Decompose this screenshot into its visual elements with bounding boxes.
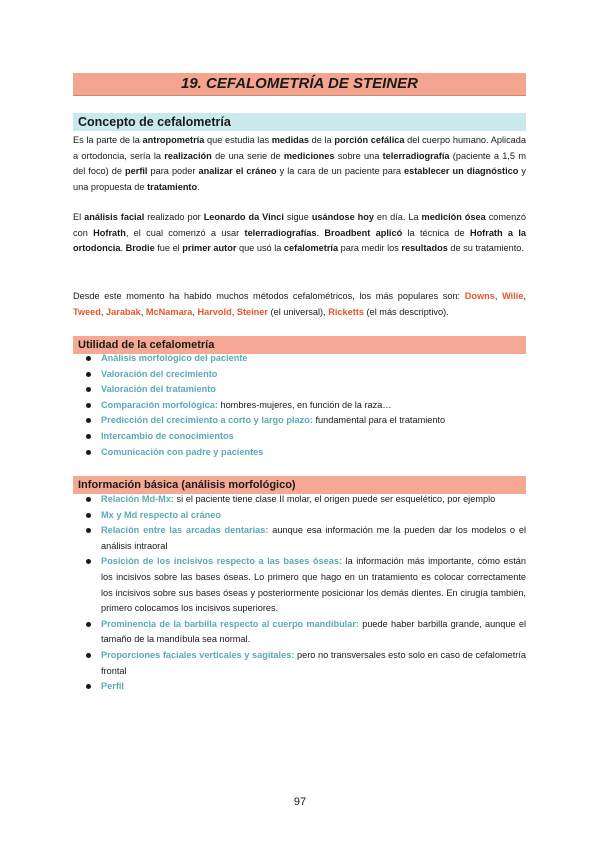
- text-run: aunque esa información me la pueden dar los modelos o el análisis intraoral: [101, 525, 526, 551]
- text-run: la información más importante, cómo están los incisivos sobre las bases óseas. Lo primero que hago en un tratamiento es colocar correctamente los incisivos sobre sus bases óseas y posteriormente posicionar los demás dientes. En cirugía también, primero colocamos los incisivos superiores.: [101, 556, 526, 614]
- text-run: del cuerpo humano. Aplicada a ortodoncia, sería la: [73, 135, 526, 161]
- text-run: realizado por: [144, 212, 204, 222]
- bold-term: antropometría: [142, 135, 205, 145]
- item-term: Proporciones faciales verticales y sagitales:: [101, 649, 295, 660]
- bold-term: Broadbent aplicó: [324, 227, 403, 238]
- paragraph-history: [73, 210, 526, 257]
- author-name: Downs: [464, 291, 495, 301]
- text-run: Desde este momento ha habido muchos métodos cefalométricos, los más populares son:: [73, 291, 465, 301]
- bold-term: realización: [164, 150, 212, 161]
- bold-term: análisis facial: [84, 212, 145, 222]
- item-term: Prominencia de la barbilla respecto al cuerpo mandibular:: [101, 618, 359, 629]
- text-run: que usó la: [236, 243, 284, 254]
- list-item: [73, 429, 526, 445]
- bold-term: Brodie: [125, 243, 155, 254]
- list-item: [73, 523, 526, 554]
- text-run: puede haber barbilla grande, aunque el tamaño de la mandíbula sea normal.: [101, 618, 526, 645]
- paragraph-methods: [73, 289, 526, 320]
- list-item: [73, 679, 526, 695]
- text-run: comenzó con: [73, 212, 526, 238]
- text-run: El: [73, 212, 85, 222]
- text-run: hombres-mujeres, en función de la raza…: [217, 399, 392, 410]
- section-heading-utilidad: Utilidad de la cefalometría: [73, 336, 526, 354]
- text-run: ,: [192, 306, 198, 317]
- bold-term: telerradiografía: [382, 150, 450, 161]
- list-item: [73, 413, 526, 429]
- list-item: [73, 554, 526, 616]
- bold-term: Leonardo da Vinci: [203, 212, 284, 222]
- bold-term: resultados: [401, 243, 448, 254]
- author-name: Tweed: [73, 306, 101, 317]
- page-title: 19. CEFALOMETRÍA DE STEINER: [73, 73, 526, 96]
- bold-term: analizar el cráneo: [198, 166, 277, 177]
- author-name: Harvold: [197, 306, 232, 317]
- list-item: [73, 445, 526, 461]
- text-run: fue el: [154, 243, 183, 254]
- text-run: si el paciente tiene clase II molar, el origen puede ser esquelético, por ejemplo: [174, 494, 496, 504]
- bold-term: Hofrath a la ortodoncia: [73, 227, 526, 254]
- text-run: que estudia las: [204, 135, 272, 145]
- item-term: Predicción del crecimiento a corto y largo plazo:: [101, 415, 313, 426]
- text-run: .: [120, 243, 126, 254]
- text-run: ,: [100, 306, 107, 317]
- text-run: sobre una: [334, 150, 383, 161]
- bold-term: perfil: [125, 166, 148, 177]
- text-run: ,: [494, 291, 503, 301]
- item-term: Valoración del tratamiento: [101, 384, 216, 395]
- text-run: para poder: [147, 166, 199, 177]
- text-run: y una propuesta de: [73, 166, 526, 192]
- item-term: Análisis morfológico del paciente: [101, 353, 248, 363]
- bold-term: usándose hoy: [311, 212, 374, 222]
- text-run: de su tratamiento.: [447, 243, 524, 254]
- text-run: de una serie de: [211, 150, 284, 161]
- list-item: [73, 382, 526, 398]
- text-run: para medir los: [338, 243, 402, 254]
- item-term: Comparación morfológica:: [101, 399, 218, 410]
- text-run: ,: [231, 306, 237, 317]
- text-run: sigue: [283, 212, 312, 222]
- text-run: (el más descriptivo).: [363, 306, 449, 317]
- list-item: [73, 367, 526, 383]
- author-name: McNamara: [145, 306, 193, 317]
- page-number: 97: [293, 796, 307, 808]
- bold-term: establecer un diagnóstico: [404, 166, 519, 177]
- bold-term: primer autor: [182, 243, 237, 254]
- list-item: [73, 351, 526, 367]
- bold-term: medidas: [271, 135, 309, 145]
- text-run: Es la parte de la: [73, 135, 143, 145]
- text-run: y la cara de un paciente para: [276, 166, 405, 177]
- list-item: [73, 648, 526, 679]
- item-term: Posición de los incisivos respecto a las bases óseas:: [101, 556, 343, 567]
- item-term: Mx y Md respecto al cráneo: [101, 509, 221, 520]
- bold-term: mediciones: [283, 150, 335, 161]
- bold-term: tratamiento: [147, 181, 198, 192]
- item-term: Valoración del crecimiento: [101, 368, 218, 379]
- paragraph-definition: [73, 133, 526, 195]
- text-run: (el universal),: [267, 306, 329, 317]
- text-run: en día. La: [373, 212, 422, 222]
- text-run: , el cual comenzó a usar: [125, 227, 245, 238]
- item-term: Relación Md-Mx:: [101, 494, 174, 504]
- text-run: .: [316, 227, 325, 238]
- bold-term: Hofrath: [93, 227, 126, 238]
- list-item: [73, 398, 526, 414]
- author-name: Wilie: [502, 291, 524, 301]
- bold-term: cefalometría: [283, 243, 339, 254]
- utilidad-list: [73, 351, 526, 460]
- list-item: [73, 617, 526, 648]
- text-run: de la: [309, 135, 335, 145]
- list-item: [73, 492, 526, 508]
- bold-term: medición ósea: [421, 212, 486, 222]
- text-run: ,: [523, 291, 527, 301]
- bold-term: telerradiografías: [244, 227, 317, 238]
- section-heading-concepto: Concepto de cefalometría: [73, 113, 526, 131]
- item-term: Perfil: [101, 681, 124, 692]
- text-run: la técnica de: [402, 227, 470, 238]
- text-run: ,: [140, 306, 146, 317]
- text-run: pero no transversales esto solo en caso de cefalometría frontal: [101, 649, 526, 676]
- author-name: Ricketts: [328, 306, 364, 317]
- bold-term: porción cefálica: [334, 135, 405, 145]
- text-run: (paciente a 1,5 m del foco) de: [73, 150, 526, 177]
- text-run: fundamental para el tratamiento: [312, 415, 446, 426]
- informacion-list: [73, 492, 526, 695]
- item-term: Intercambio de conocimientos: [101, 430, 234, 441]
- author-name: Steiner: [236, 306, 268, 317]
- text-run: .: [197, 181, 200, 192]
- section-heading-informacion: Información básica (análisis morfológico): [73, 476, 526, 494]
- author-name: Jarabak: [106, 306, 141, 317]
- list-item: [73, 508, 526, 524]
- item-term: Relación entre las arcadas dentarias:: [101, 525, 269, 536]
- item-term: Comunicación con padre y pacientes: [101, 446, 264, 457]
